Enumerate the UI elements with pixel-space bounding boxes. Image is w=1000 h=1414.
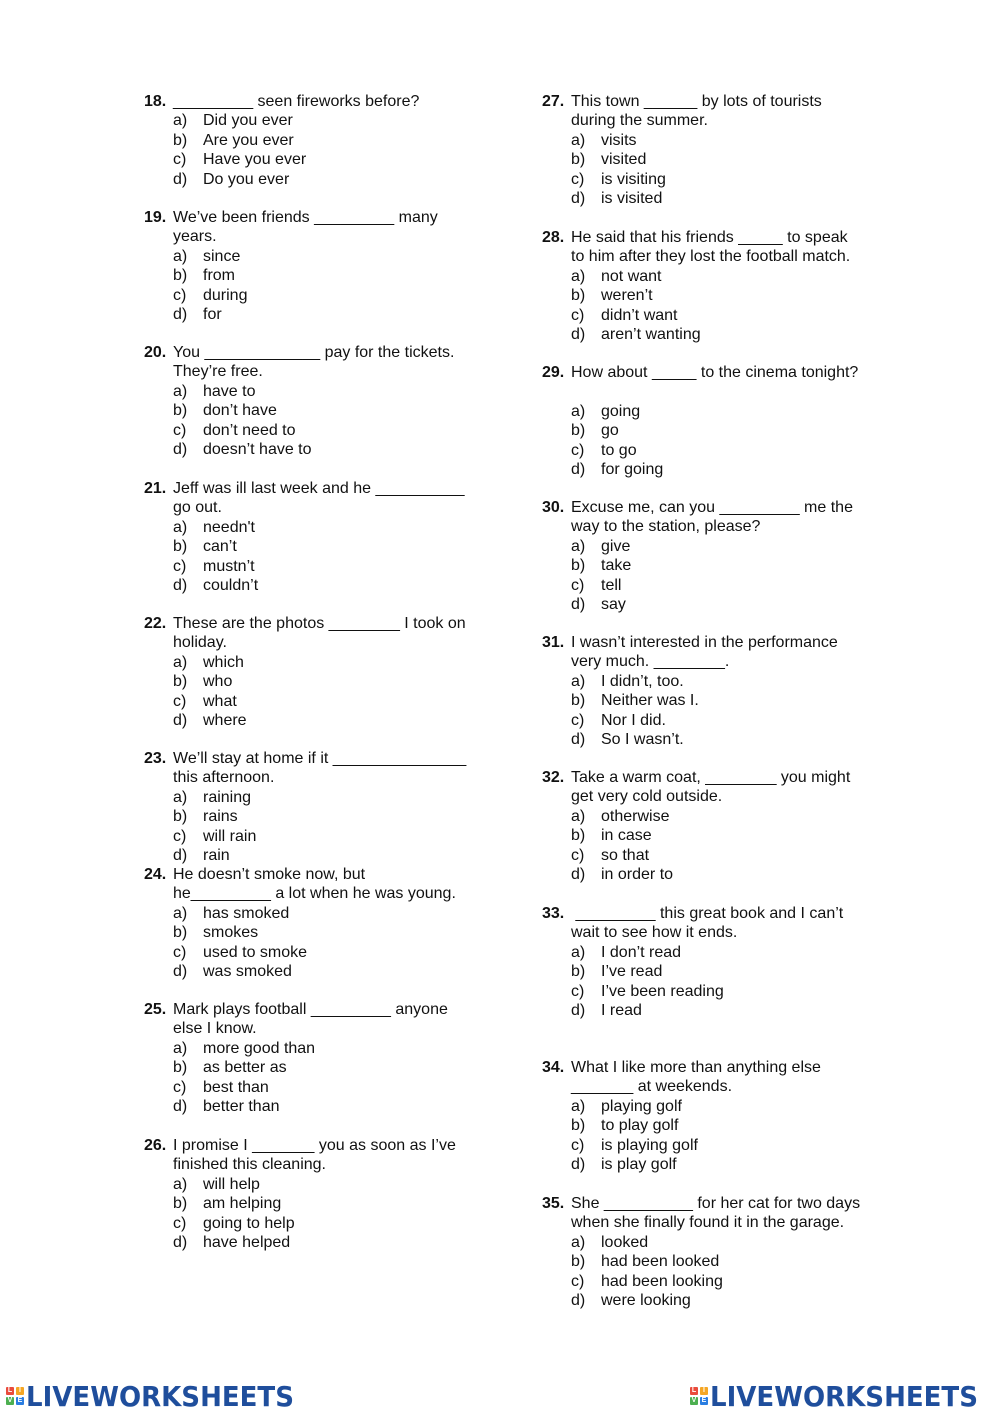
option[interactable]: b) Are you ever <box>173 131 294 149</box>
footer-logo-left[interactable] <box>6 1380 314 1412</box>
option[interactable]: a) playing golf <box>571 1097 682 1115</box>
question-text: I promise I _______ you as soon as I’ve <box>173 1137 456 1154</box>
option[interactable]: b) go <box>571 422 619 440</box>
logo-text: LIVEWORKSHEETS <box>26 1379 294 1413</box>
question-text: How about _____ to the cinema tonight? <box>571 364 859 381</box>
question-text-continued: he_________ a lot when he was young. <box>173 885 456 903</box>
option[interactable]: c) during <box>173 286 248 304</box>
question-number: 25. <box>144 1001 167 1018</box>
question-text-continued: wait to see how it ends. <box>571 924 738 942</box>
question-number: 22. <box>144 615 167 632</box>
option[interactable]: d) for going <box>571 461 664 479</box>
question-number: 24. <box>144 866 167 883</box>
option[interactable]: d) So I wasn’t. <box>571 731 684 749</box>
question-26 <box>144 1136 489 1252</box>
liveworksheets-logo-icon: L I V E <box>691 1387 707 1404</box>
option[interactable]: c) so that <box>571 846 650 864</box>
option[interactable]: d) better than <box>173 1098 280 1116</box>
question-text: This town ______ by lots of tourists <box>571 93 822 110</box>
question-text: He doesn’t smoke now, but <box>173 866 366 883</box>
question-text: I wasn’t interested in the performance <box>571 634 838 651</box>
question-text-continued: _______ at weekends. <box>571 1078 733 1096</box>
question-text-continued: to him after they lost the football match. <box>571 248 851 266</box>
option[interactable]: a) more good than <box>173 1039 316 1057</box>
logo-text: LIVEWORKSHEETS <box>710 1379 978 1413</box>
question-text-continued: very much. ________. <box>571 653 730 671</box>
question-text: Excuse me, can you _________ me the <box>571 499 853 516</box>
question-text-continued: finished this cleaning. <box>173 1156 326 1174</box>
question-text-continued: during the summer. <box>571 112 708 130</box>
question-number: 18. <box>144 93 167 110</box>
option[interactable]: d) I read <box>571 1002 642 1020</box>
option[interactable]: d) say <box>571 596 626 614</box>
question-18 <box>144 92 489 189</box>
option[interactable]: b) don’t have <box>173 402 277 420</box>
footer-logo-right[interactable] <box>690 1380 998 1412</box>
option[interactable]: a) needn't <box>173 518 255 536</box>
question-text-continued: holiday. <box>173 634 227 652</box>
question-number: 35. <box>542 1195 565 1212</box>
option[interactable]: d) Do you ever <box>173 170 290 188</box>
option[interactable]: a) not want <box>571 267 662 285</box>
option[interactable]: c) is visiting <box>571 170 666 188</box>
question-text: We’ll stay at home if it _______________ <box>173 750 467 767</box>
option[interactable]: c) had been looking <box>571 1272 723 1290</box>
option[interactable]: c) to go <box>571 441 637 459</box>
option[interactable]: c) tell <box>571 576 622 594</box>
question-text: Jeff was ill last week and he __________ <box>173 480 465 497</box>
option[interactable]: d) in order to <box>571 866 674 884</box>
question-text: She __________ for her cat for two days <box>571 1195 861 1212</box>
option[interactable]: b) smokes <box>173 924 259 942</box>
question-21 <box>144 479 489 595</box>
question-number: 30. <box>542 499 565 516</box>
option[interactable]: d) were looking <box>571 1292 691 1310</box>
question-number: 34. <box>542 1059 565 1076</box>
option[interactable]: b) take <box>571 557 632 575</box>
option[interactable]: c) don’t need to <box>173 421 296 439</box>
option[interactable]: c) going to help <box>173 1214 295 1232</box>
question-number: 29. <box>542 364 565 381</box>
option[interactable]: c) Have you ever <box>173 151 307 169</box>
option[interactable]: c) didn’t want <box>571 306 678 324</box>
question-text: Take a warm coat, ________ you might <box>571 769 851 786</box>
question-number: 31. <box>542 634 565 651</box>
question-31 <box>542 633 887 749</box>
option[interactable]: d) is play golf <box>571 1156 677 1174</box>
question-33 <box>542 904 887 1020</box>
option[interactable]: b) to play golf <box>571 1117 679 1135</box>
question-number: 28. <box>542 229 565 246</box>
option[interactable]: a) have to <box>173 382 256 400</box>
question-text-continued: when she finally found it in the garage. <box>571 1214 845 1232</box>
option[interactable]: c) what <box>173 692 237 710</box>
question-text-continued: years. <box>173 228 217 246</box>
option[interactable]: a) which <box>173 653 244 671</box>
question-22 <box>144 614 489 730</box>
question-30 <box>542 498 887 614</box>
question-text-continued: They’re free. <box>173 363 263 381</box>
question-text-continued: this afternoon. <box>173 769 275 787</box>
question-number: 23. <box>144 750 167 767</box>
option[interactable]: d) for <box>173 306 222 324</box>
question-text: We’ve been friends _________ many <box>173 209 438 226</box>
question-text-continued: else I know. <box>173 1020 257 1038</box>
option[interactable]: a) visits <box>571 131 637 149</box>
option[interactable]: a) otherwise <box>571 807 670 825</box>
question-text: Mark plays football _________ anyone <box>173 1001 448 1018</box>
question-text: You _____________ pay for the tickets. <box>173 344 455 361</box>
option[interactable]: c) will rain <box>173 827 257 845</box>
option[interactable]: c) I’ve been reading <box>571 982 724 1000</box>
option[interactable]: c) used to smoke <box>173 943 308 961</box>
question-number: 21. <box>144 480 167 497</box>
question-text: _________ this great book and I can’t <box>571 905 844 922</box>
question-text: What I like more than anything else <box>571 1059 821 1076</box>
question-text: _________ seen fireworks before? <box>173 93 420 110</box>
option[interactable]: b) from <box>173 267 235 285</box>
question-text: He said that his friends _____ to speak <box>571 229 848 246</box>
question-27 <box>542 92 887 208</box>
option[interactable]: a) give <box>571 537 631 555</box>
option[interactable]: d) aren’t wanting <box>571 326 701 344</box>
option[interactable]: b) had been looked <box>571 1253 720 1271</box>
option[interactable]: a) Did you ever <box>173 112 293 130</box>
option[interactable]: b) I’ve read <box>571 963 663 981</box>
option[interactable]: b) weren’t <box>571 287 653 305</box>
option[interactable]: a) has smoked <box>173 904 290 922</box>
question-19 <box>144 208 489 324</box>
option[interactable]: d) is visited <box>571 190 663 208</box>
option[interactable]: d) have helped <box>173 1234 291 1252</box>
option[interactable]: d) rain <box>173 847 230 865</box>
option[interactable]: d) doesn’t have to <box>173 441 312 459</box>
question-number: 26. <box>144 1137 167 1154</box>
question-number: 20. <box>144 344 167 361</box>
question-25 <box>144 1000 489 1116</box>
option[interactable]: b) visited <box>571 151 647 169</box>
option[interactable]: c) best than <box>173 1078 269 1096</box>
option[interactable]: a) looked <box>571 1233 649 1251</box>
option[interactable]: b) can’t <box>173 538 237 556</box>
option[interactable]: a) I didn’t, too. <box>571 672 684 690</box>
question-35 <box>542 1194 887 1310</box>
question-number: 32. <box>542 769 565 786</box>
option[interactable]: b) am helping <box>173 1195 282 1213</box>
option[interactable]: b) as better as <box>173 1059 287 1077</box>
option[interactable]: b) in case <box>571 827 652 845</box>
question-29 <box>542 363 887 479</box>
question-20 <box>144 343 489 459</box>
question-number: 27. <box>542 93 565 110</box>
question-32 <box>542 768 887 884</box>
option[interactable]: d) where <box>173 712 247 730</box>
question-28 <box>542 228 887 344</box>
option[interactable]: b) Neither was I. <box>571 692 699 710</box>
option[interactable]: a) raining <box>173 788 252 806</box>
question-text-continued: get very cold outside. <box>571 788 723 806</box>
option[interactable]: a) I don’t read <box>571 943 682 961</box>
option[interactable]: a) going <box>571 402 641 420</box>
liveworksheets-logo-icon: L I V E <box>7 1387 23 1404</box>
question-23 <box>144 749 489 865</box>
option[interactable]: c) mustn’t <box>173 557 255 575</box>
option[interactable]: b) who <box>173 673 233 691</box>
option[interactable]: d) couldn’t <box>173 577 259 595</box>
question-34 <box>542 1058 887 1174</box>
question-text: These are the photos ________ I took on <box>173 615 466 632</box>
question-text-continued: go out. <box>173 499 222 517</box>
option[interactable]: c) is playing golf <box>571 1136 698 1154</box>
option[interactable]: a) will help <box>173 1175 260 1193</box>
option[interactable]: c) Nor I did. <box>571 711 666 729</box>
question-number: 33. <box>542 905 565 922</box>
option[interactable]: a) since <box>173 247 241 265</box>
question-text-continued: way to the station, please? <box>571 518 761 536</box>
question-number: 19. <box>144 209 167 226</box>
option[interactable]: d) was smoked <box>173 963 292 981</box>
question-24 <box>144 865 489 981</box>
option[interactable]: b) rains <box>173 808 238 826</box>
